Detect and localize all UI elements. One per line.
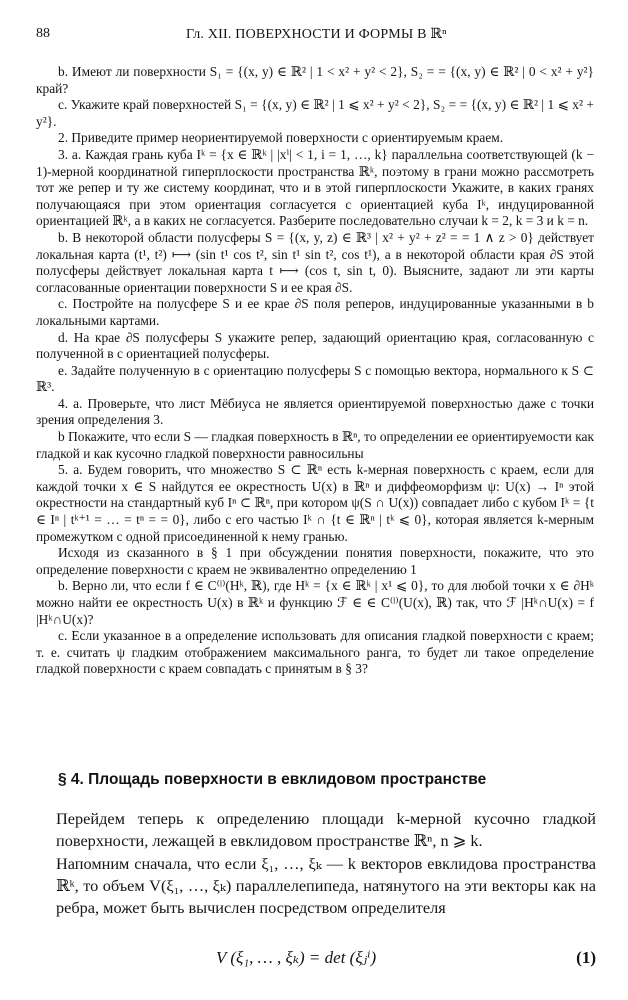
page-header (36, 26, 598, 48)
problem-paragraph: b. Верно ли, что если f ∈ C⁽ˡ⁾(Hᵏ, ℝ), где Hᵏ = {x ∈ ℝᵏ | x¹ ⩽ 0}, то для любой точки x ∈ ∂Hᵏ можно найти ее окрестность U(x) в ℝᵏ и функцию ℱ ∈ ∈ C⁽ˡ⁾(U(x), ℝ) так, что ℱ |Hᵏ∩U(x) = f |Hᵏ∩U(x)? (36, 578, 594, 627)
body-text (56, 808, 596, 919)
problem-paragraph: 5. a. Будем говорить, что множество S ⊂ ℝⁿ есть k-мерная поверхность с краем, если для каждой точки x ∈ S найдутся ее окрестность U(x) в ℝⁿ и диффеоморфизм ψ: U(x) → Iⁿ этой окрестности на стандартный куб Iⁿ ⊂ ℝⁿ, при котором ψ(S ∩ U(x)) совпадает либо с кубом Iᵏ = {t ∈ Iⁿ | tᵏ⁺¹ = … = tⁿ = = 0}, либо с его частью Iᵏ ∩ {t ∈ ℝⁿ | tᵏ ⩽ 0}, которая является k-мерным промежутком с одной присоединенной к нему гранью. (36, 462, 594, 544)
section-heading: § 4. Площадь поверхности в евклидовом пространстве (58, 771, 487, 788)
problem-paragraph: e. Задайте полученную в c ориентацию полусферы S с помощью вектора, нормального к S ⊂ ℝ³. (36, 362, 594, 395)
page-number: 88 (36, 26, 50, 41)
problem-paragraph: 4. a. Проверьте, что лист Мёбиуса не является ориентируемой поверхностью даже с точки зрения определения 3. (36, 395, 594, 428)
volume-formula: V (ξ₁, … , ξₖ) = det (ξⱼⁱ) (216, 948, 377, 967)
problem-paragraph: 3. a. Каждая грань куба Iᵏ = {x ∈ ℝᵏ | |xⁱ| < 1, i = 1, …, k} параллельна соответствующей (k − 1)-мерной координатной гиперплоскости пространства ℝᵏ, поэтому в грани можно рассмотреть тот же репер и ту же систему координат, что и в этой гиперплоскости Укажите, в каких гранях получающаяся при этом ориентация согласуется с ориентацией куба Iᵏ, индуцированной ориентацией ℝᵏ, а в каких не согласуется. Разберите последовательно случаи k = 2, k = 3 и k = n. (36, 146, 594, 229)
problem-paragraph: b. Имеют ли поверхности S₁ = {(x, y) ∈ ℝ² | 1 < x² + y² < 2}, S₂ = = {(x, y) ∈ ℝ² | 0 < x² + y²} край? (36, 64, 594, 96)
problem-paragraph: c. Укажите край поверхностей S₁ = {(x, y) ∈ ℝ² | 1 ⩽ x² + y² < 2}, S₂ = = {(x, y) ∈ ℝ² | 1 ⩽ x² + y²}. (36, 97, 594, 129)
problem-paragraph: d. На крае ∂S полусферы S укажите репер, задающий ориентацию края, согласованную с полученной в c ориентацией полусферы. (36, 329, 594, 362)
problem-paragraph: Исходя из сказанного в § 1 при обсуждении понятия поверхности, покажите, что это определение поверхности с краем не эквивалентно определению 1 (36, 545, 594, 577)
problem-paragraph: c. Постройте на полусфере S и ее крае ∂S поля реперов, индуцированные указанными в b локальными картами. (36, 296, 594, 328)
problem-paragraph: 2. Приведите пример неориентируемой поверхности с ориентируемым краем. (58, 130, 504, 146)
problem-paragraph: c. Если указанное в a определение использовать для описания гладкой поверхности с краем; т. е. считать ψ гладким отображением максимального ранга, то будет ли такое определение гладкой поверхности с краем совпадать с принятым в § 3? (36, 628, 594, 677)
problems-block (36, 64, 594, 678)
body-paragraph: Перейдем теперь к определению площади k-мерной кусочно гладкой поверхности, лежащей в евклидовом пространстве ℝⁿ, n ⩾ k. (56, 809, 596, 851)
problem-paragraph: b Покажите, что если S — гладкая поверхность в ℝⁿ, то определении ее ориентируемости как гладкой и как кусочно гладкой поверхности равносильны (36, 429, 594, 461)
formula-row (56, 948, 596, 974)
equation-number: (1) (576, 948, 596, 967)
running-head: Гл. XII. ПОВЕРХНОСТИ И ФОРМЫ В ℝⁿ (186, 27, 447, 42)
body-paragraph: Напомним сначала, что если ξ₁, …, ξₖ — k векторов евклидова пространства ℝᵏ, то объем V(ξ₁, …, ξₖ) параллелепипеда, натянутого на эти векторы как на ребра, может быть вычислен посредством определителя (56, 853, 596, 918)
problem-paragraph: b. В некоторой области полусферы S = {(x, y, z) ∈ ℝ³ | x² + y² + z² = = 1 ∧ z > 0} действует локальная карта (t¹, t²) ⟼ (sin t¹ cos t², sin t¹ sin t², cos t¹), а в некоторой области края ∂S этой полусферы действует локальная карта t ⟼ (cos t, sin t, 0). Выясните, задают ли эти карты согласованные ориентации поверхности S и ее края ∂S. (36, 229, 594, 295)
